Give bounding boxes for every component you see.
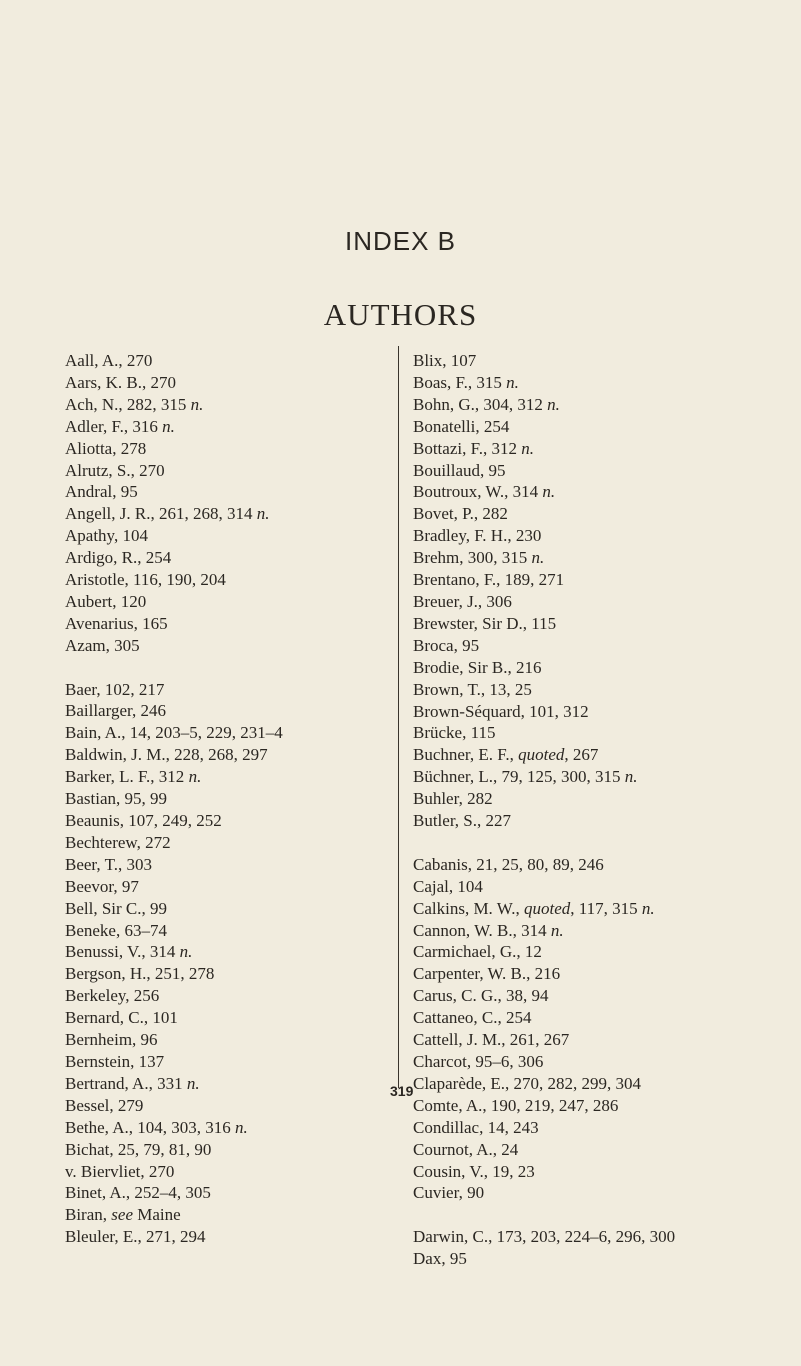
right-column [413, 350, 793, 1270]
index-entry: Bottazi, F., 312 n. [413, 438, 534, 458]
index-entry: Aristotle, 116, 190, 204 [65, 570, 226, 590]
group-gap [413, 832, 793, 854]
index-entry: Benussi, V., 314 n. [65, 942, 193, 962]
index-entry: Cannon, W. B., 314 n. [413, 920, 564, 940]
index-entry: Bonatelli, 254 [413, 416, 510, 436]
index-entry: Beaunis, 107, 249, 252 [65, 811, 222, 831]
index-entry: Aall, A., 270 [65, 351, 153, 370]
index-entry: Cabanis, 21, 25, 80, 89, 246 [413, 854, 604, 874]
index-entry: Brodie, Sir B., 216 [413, 657, 542, 677]
index-entry: Broca, 95 [413, 635, 480, 655]
index-entry: Buchner, E. F., quoted, 267 [413, 745, 599, 765]
index-entry: Bethe, A., 104, 303, 316 n. [65, 1117, 248, 1137]
index-title: INDEX B [344, 226, 457, 256]
index-entry: Angell, J. R., 261, 268, 314 n. [65, 504, 270, 524]
index-entry: Büchner, L., 79, 125, 300, 315 n. [413, 767, 638, 787]
index-entry: Bichat, 25, 79, 81, 90 [65, 1139, 212, 1159]
index-entry: Andral, 95 [65, 482, 138, 502]
index-entry: Cousin, V., 19, 23 [413, 1161, 535, 1181]
index-entry: Apathy, 104 [65, 526, 148, 546]
index-entry: Breuer, J., 306 [413, 591, 512, 611]
index-entry: Cattaneo, C., 254 [413, 1008, 532, 1028]
left-column [65, 350, 390, 1248]
index-entry: Baillarger, 246 [65, 701, 166, 721]
index-entry: Butler, S., 227 [413, 811, 512, 831]
index-entry: Bradley, F. H., 230 [413, 526, 542, 546]
index-entry: Beevor, 97 [65, 876, 139, 896]
index-entry: Adler, F., 316 n. [65, 416, 175, 436]
index-entry: Claparède, E., 270, 282, 299, 304 [413, 1073, 642, 1093]
index-entry: Condillac, 14, 243 [413, 1117, 539, 1137]
index-entry: Carus, C. G., 38, 94 [413, 986, 549, 1006]
index-entry: Darwin, C., 173, 203, 224–6, 296, 300 [413, 1227, 676, 1247]
index-entry: Beer, T., 303 [65, 854, 152, 874]
index-entry: v. Biervliet, 270 [65, 1161, 175, 1181]
index-entry: Ach, N., 282, 315 n. [65, 394, 204, 414]
index-entry: Dax, 95 [413, 1249, 467, 1269]
index-entry: Carpenter, W. B., 216 [413, 964, 561, 984]
index-entry: Calkins, M. W., quoted, 117, 315 n. [413, 898, 655, 918]
index-entry: Brown, T., 13, 25 [413, 679, 532, 699]
index-entry: Bohn, G., 304, 312 n. [413, 394, 560, 414]
index-entry: Barker, L. F., 312 n. [65, 767, 202, 787]
index-entry: Brown-Séquard, 101, 312 [413, 701, 589, 721]
index-entry: Blix, 107 [413, 351, 477, 370]
index-entry: Carmichael, G., 12 [413, 942, 542, 962]
index-entry: Bergson, H., 251, 278 [65, 964, 215, 984]
index-entry: Alrutz, S., 270 [65, 460, 165, 480]
index-entry: Bechterew, 272 [65, 832, 171, 852]
index-entry: Binet, A., 252–4, 305 [65, 1183, 211, 1203]
index-entry: Baldwin, J. M., 228, 268, 297 [65, 745, 268, 765]
column-divider [398, 346, 399, 1088]
index-entry: Aubert, 120 [65, 591, 147, 611]
index-entry: Bain, A., 14, 203–5, 229, 231–4 [65, 723, 283, 743]
index-entry: Cournot, A., 24 [413, 1139, 519, 1159]
index-entry: Bessel, 279 [65, 1095, 144, 1115]
index-entry: Bernstein, 137 [65, 1051, 165, 1071]
index-entry: Boas, F., 315 n. [413, 372, 519, 392]
group-gap [65, 657, 390, 679]
index-entry: Bernard, C., 101 [65, 1008, 178, 1028]
index-entry: Bouillaud, 95 [413, 460, 506, 480]
index-entry: Bertrand, A., 331 n. [65, 1073, 200, 1093]
index-entry: Azam, 305 [65, 635, 140, 655]
index-entry: Berkeley, 256 [65, 986, 160, 1006]
index-entry: Bovet, P., 282 [413, 504, 508, 524]
index-entry: Avenarius, 165 [65, 613, 168, 633]
index-entry: Brentano, F., 189, 271 [413, 570, 565, 590]
index-entry: Buhler, 282 [413, 789, 493, 809]
index-entry: Baer, 102, 217 [65, 679, 165, 699]
index-entry: Bernheim, 96 [65, 1030, 158, 1050]
index-entry: Cuvier, 90 [413, 1183, 485, 1203]
index-entry: Biran, see Maine [65, 1205, 181, 1225]
index-entry: Aars, K. B., 270 [65, 372, 176, 392]
index-entry: Brewster, Sir D., 115 [413, 613, 557, 633]
index-entry: Bastian, 95, 99 [65, 789, 167, 809]
index-entry: Charcot, 95–6, 306 [413, 1051, 544, 1071]
index-entry: Bleuler, E., 271, 294 [65, 1227, 206, 1247]
index-entry: Ardigo, R., 254 [65, 548, 172, 568]
index-entry: Boutroux, W., 314 n. [413, 482, 556, 502]
index-subtitle: AUTHORS [323, 297, 478, 332]
index-entry: Cajal, 104 [413, 876, 483, 896]
index-entry: Aliotta, 278 [65, 438, 147, 458]
index-entry: Cattell, J. M., 261, 267 [413, 1030, 570, 1050]
index-entry: Bell, Sir C., 99 [65, 898, 168, 918]
group-gap [413, 1204, 793, 1226]
page-number: 319 [390, 1083, 414, 1099]
index-entry: Brücke, 115 [413, 723, 496, 743]
index-entry: Comte, A., 190, 219, 247, 286 [413, 1095, 619, 1115]
index-entry: Brehm, 300, 315 n. [413, 548, 545, 568]
index-entry: Beneke, 63–74 [65, 920, 167, 940]
